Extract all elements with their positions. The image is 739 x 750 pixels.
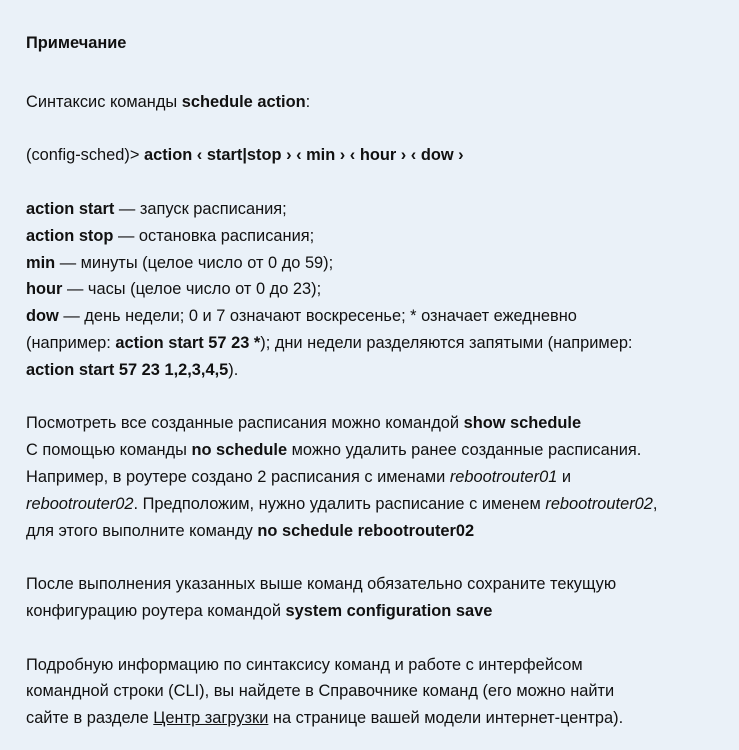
show-line2 xyxy=(26,437,715,464)
show-line1 xyxy=(26,410,715,437)
param-start-key: action start xyxy=(26,199,115,218)
show-line2-a: С помощью команды xyxy=(26,441,192,460)
param-min xyxy=(26,250,715,277)
param-dow-line2-b: ); дни недели разделяются запятыми (например: xyxy=(260,333,633,352)
syntax-intro-command: schedule action xyxy=(181,92,306,111)
show-line4 xyxy=(26,491,715,518)
show-line4-name3: rebootrouter02 xyxy=(545,494,653,513)
info-line2: командной строки (CLI), вы найдете в Справочнике команд (его можно найти xyxy=(26,682,615,701)
params-list xyxy=(26,196,715,384)
show-line4-b: , xyxy=(652,494,658,513)
info-line3 xyxy=(26,705,715,732)
param-start xyxy=(26,196,715,223)
show-line5-a: для этого выполните команду xyxy=(26,521,258,540)
show-line1-text: Посмотреть все созданные расписания можно командой xyxy=(26,414,464,433)
info-line3-b: на странице вашей модели интернет-центра). xyxy=(268,709,624,728)
show-line3 xyxy=(26,464,715,491)
syntax-line xyxy=(26,142,715,169)
param-hour-desc: — часы (целое число от 0 до 23); xyxy=(62,280,322,299)
param-dow-line3 xyxy=(26,357,715,384)
param-dow-example2: action start 57 23 1,2,3,4,5 xyxy=(26,360,229,379)
save-line2-a: конфигурацию роутера командой xyxy=(26,601,286,620)
param-start-desc: — запуск расписания; xyxy=(114,199,287,218)
param-dow-line3-end: ). xyxy=(228,360,239,379)
syntax-intro xyxy=(26,89,715,116)
param-dow xyxy=(26,303,715,330)
param-min-desc: — минуты (целое число от 0 до 59); xyxy=(55,253,334,272)
show-line4-name2: rebootrouter02 xyxy=(26,494,134,513)
param-stop xyxy=(26,223,715,250)
note-title: Примечание xyxy=(26,34,127,52)
param-hour-key: hour xyxy=(26,280,63,299)
param-dow-key: dow xyxy=(26,307,59,326)
save-line2 xyxy=(26,598,715,625)
syntax-template-line xyxy=(26,142,715,169)
param-dow-example1: action start 57 23 * xyxy=(115,333,261,352)
show-line5 xyxy=(26,518,715,545)
show-schedule-para xyxy=(26,410,715,544)
save-line2-cmd: system configuration save xyxy=(285,601,493,620)
param-min-key: min xyxy=(26,253,56,272)
download-center-link[interactable]: Центр загрузки xyxy=(153,709,269,728)
show-line1-cmd: show schedule xyxy=(463,414,582,433)
show-line2-b: можно удалить ранее созданные расписания. xyxy=(287,441,642,460)
param-stop-desc: — остановка расписания; xyxy=(113,226,315,245)
syntax-intro-suffix: : xyxy=(305,92,311,111)
syntax-intro-prefix: Синтаксис команды xyxy=(26,92,182,111)
param-hour xyxy=(26,276,715,303)
show-line3-b: и xyxy=(557,467,572,486)
info-line3-a: сайте в разделе xyxy=(26,709,154,728)
syntax-template: action ‹ start|stop › ‹ min › ‹ hour › ‹ dow › xyxy=(143,146,464,165)
show-line4-a: . Предположим, нужно удалить расписание с именем xyxy=(133,494,546,513)
syntax-intro-line xyxy=(26,89,715,116)
show-line3-name1: rebootrouter01 xyxy=(449,467,558,486)
info-line1: Подробную информацию по синтаксису команд и работе с интерфейсом xyxy=(26,655,583,674)
show-line2-cmd: no schedule xyxy=(191,441,288,460)
param-dow-line2-a: (например: xyxy=(26,333,116,352)
param-stop-key: action stop xyxy=(26,226,114,245)
param-dow-line2 xyxy=(26,330,715,357)
show-line5-cmd: no schedule rebootrouter02 xyxy=(257,521,475,540)
save-line1: После выполнения указанных выше команд обязательно сохраните текущую xyxy=(26,575,617,594)
param-dow-desc: — день недели; 0 и 7 означают воскресенье; * означает ежедневно xyxy=(58,307,577,326)
save-config-para xyxy=(26,571,715,625)
syntax-prompt: (config-sched)> xyxy=(26,146,144,165)
show-line3-a: Например, в роутере создано 2 расписания с именами xyxy=(26,467,450,486)
info-para xyxy=(26,652,715,732)
